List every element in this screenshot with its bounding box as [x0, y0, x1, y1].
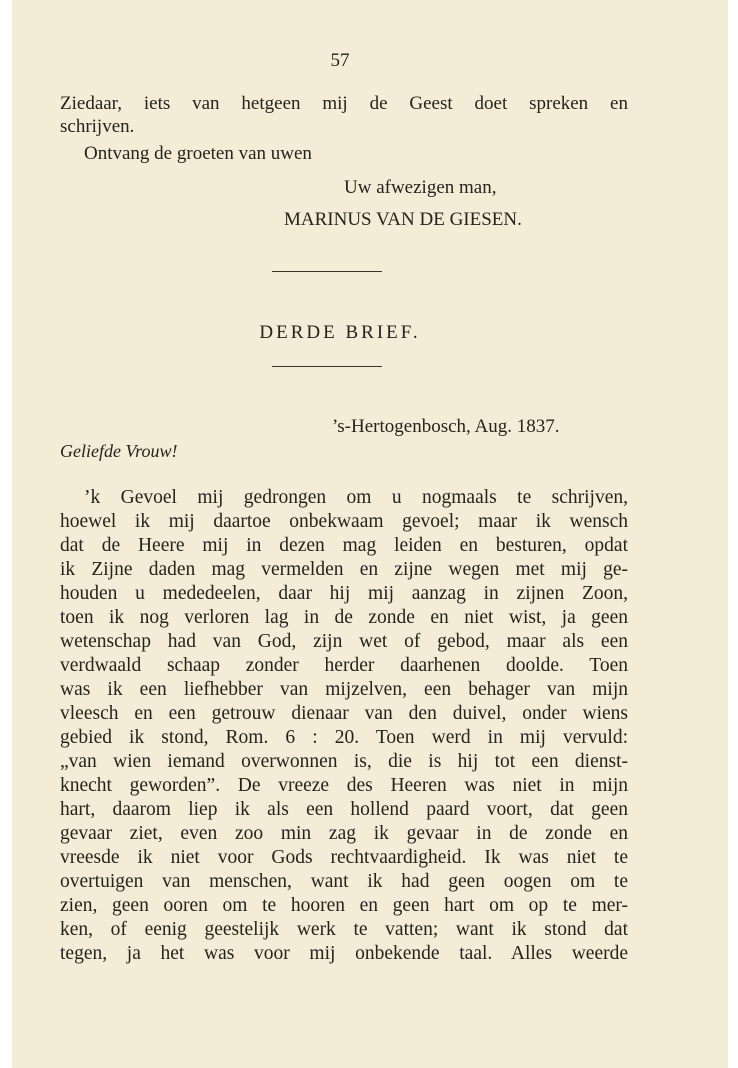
body-line: dat de Heere mij in dezen mag leiden en besturen, opdat — [60, 535, 628, 556]
divider — [272, 366, 382, 367]
body-line: vreesde ik niet voor Gods rechtvaardigheid. Ik was niet te — [60, 847, 628, 868]
divider — [272, 271, 382, 272]
intro-line: Ontvang de groeten van uwen — [84, 143, 312, 164]
body-line: vleesch en een getrouw dienaar van den duivel, onder wiens — [60, 703, 628, 724]
body-line: verdwaald schaap zonder herder daarhenen doolde. Toen — [60, 655, 628, 676]
body-line: gevaar ziet, even zoo min zag ik gevaar in de zonde en — [60, 823, 628, 844]
body-line: gebied ik stond, Rom. 6 : 20. Toen werd in mij vervuld: — [60, 727, 628, 748]
body-line: ik Zijne daden mag vermelden en zijne wegen met mij ge- — [60, 559, 628, 580]
body-line: houden u mededeelen, daar hij mij aanzag in zijnen Zoon, — [60, 583, 628, 604]
place-date: ’s-Hertogenbosch, Aug. 1837. — [332, 416, 560, 437]
intro-line: schrijven. — [60, 116, 135, 137]
body-line: knecht geworden”. De vreeze des Heeren was niet in mijn — [60, 775, 628, 796]
body-line: hoewel ik mij daartoe onbekwaam gevoel; maar ik wensch — [60, 511, 628, 532]
body-line: „van wien iemand overwonnen is, die is hij tot een dienst- — [60, 751, 628, 772]
body-line: was ik een liefhebber van mijzelven, een behager van mijn — [60, 679, 628, 700]
body-line: ken, of eenig geestelijk werk te vatten; want ik stond dat — [60, 919, 628, 940]
book-page — [12, 0, 728, 1068]
body-line: ’k Gevoel mij gedrongen om u nogmaals te schrijven, — [84, 487, 628, 508]
letter-heading: DERDE BRIEF. — [259, 322, 421, 343]
body-line: hart, daarom liep ik als een hollend paard voort, dat geen — [60, 799, 628, 820]
signature-name: MARINUS VAN DE GIESEN. — [284, 209, 522, 230]
intro-line: Ziedaar, iets van hetgeen mij de Geest doet spreken en — [60, 93, 628, 114]
body-line: zien, geen ooren om te hooren en geen hart om op te mer- — [60, 895, 628, 916]
salutation: Geliefde Vrouw! — [60, 441, 178, 461]
body-line: tegen, ja het was voor mij onbekende taal. Alles weerde — [60, 943, 628, 964]
body-line: wetenschap had van God, zijn wet of gebod, maar als een — [60, 631, 628, 652]
closing-line: Uw afwezigen man, — [344, 177, 497, 198]
page-number: 57 — [330, 50, 350, 71]
body-line: overtuigen van menschen, want ik had geen oogen om te — [60, 871, 628, 892]
body-line: toen ik nog verloren lag in de zonde en niet wist, ja geen — [60, 607, 628, 628]
